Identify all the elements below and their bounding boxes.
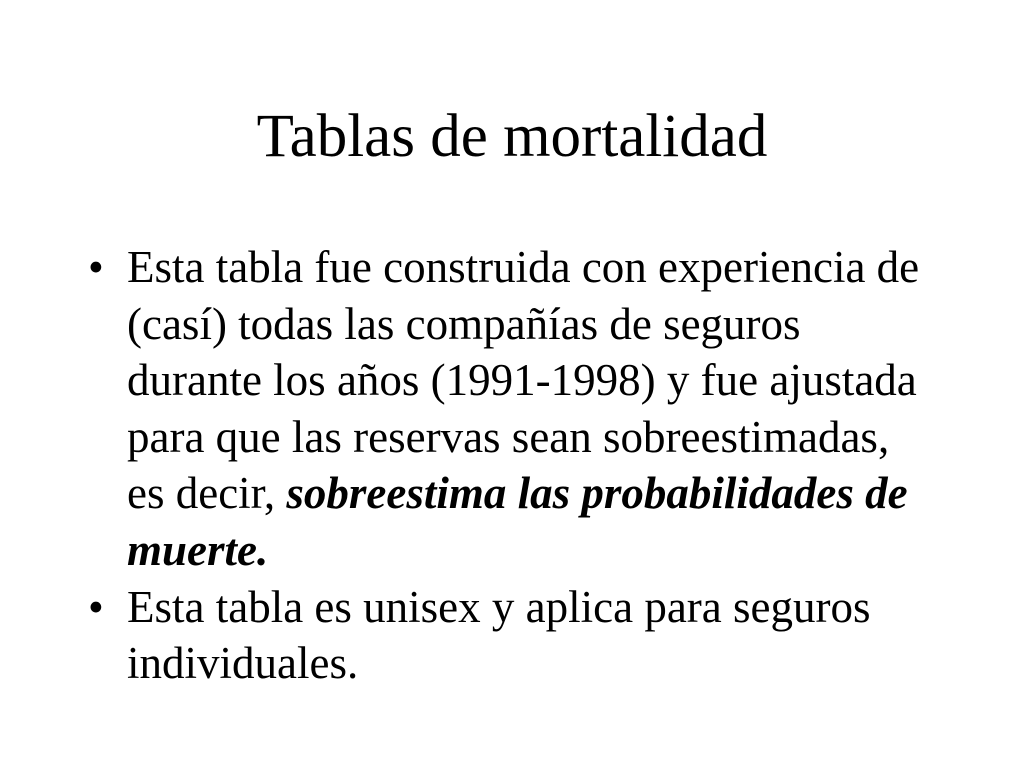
bullet-item [88, 579, 932, 692]
bullet-text: Esta tabla fue construida con experiencia de (casí) todas las compañías de seguros durante los años (1991-1998) y fue ajustada para que las reservas sean sobreestimadas, es decir, [127, 242, 920, 519]
bullet-list [88, 239, 932, 692]
bullet-text: Esta tabla es unisex y aplica para seguros individuales. [127, 581, 871, 689]
bullet-emphasis-text: sobreestima las probabilidades de muerte. [127, 468, 908, 575]
bullet-dot-icon: • [88, 242, 104, 292]
bullet-dot-icon: • [88, 581, 104, 632]
bullet-item [88, 239, 932, 579]
slide-title: Tablas de mortalidad [256, 103, 768, 170]
